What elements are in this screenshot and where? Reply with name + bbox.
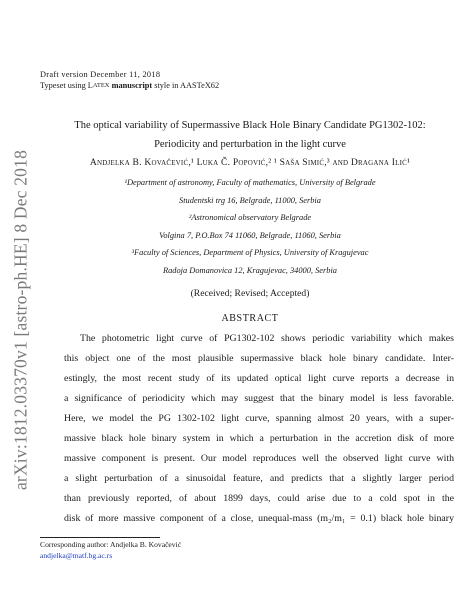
author-list: Andjelka B. Kovačević,¹ Luka Č. Popović,² ¹ Saša Simić,³ and Dragana Ilić¹ [89,157,411,168]
abstract-line: this object one of the most plausible supermassive black hole binary candidate. Inter- [64,353,454,364]
affiliation-line: Radoja Domanovica 12, Kragujevac, 34000, Serbia [163,266,337,275]
abstract-line: a slight perturbation of a sinusoidal feature, and predicts that a slightly larger period [64,473,454,484]
affiliation-line: Studentski trg 16, Belgrade, 11000, Serbia [179,196,321,205]
affiliation-line: Volgina 7, P.O.Box 74 11060, Belgrade, 11060, Serbia [159,231,341,240]
paper-title-line-1: The optical variability of Supermassive Black Hole Binary Candidate PG1302-102: [74,120,426,131]
abstract-line: disk of more massive component of a close, unequal-mass (m₂/m₁ = 0.1) black hole binary [64,513,454,524]
abstract-line: The photometric light curve of PG1302-102 shows periodic variability which makes [80,333,454,344]
typeset-latex: ATEX [92,82,110,89]
footnote-rule [40,537,160,538]
typeset-line [40,81,219,90]
arxiv-sidebar-stamp [10,120,32,520]
affiliation-line: ³Faculty of Sciences, Department of Physics, University of Kragujevac [131,248,369,257]
abstract-line: estingly, the most recent study of its updated optical light curve reports a decrease in [64,373,454,384]
corresponding-author: Corresponding author: Andjelka B. Kovačević [40,540,182,549]
abstract-line: Here, we model the PG 1302-102 light curve, spanning almost 20 years, with a super- [64,413,454,424]
affiliation-line: ¹Department of astronomy, Faculty of mathematics, University of Belgrade [124,178,376,187]
affiliation-line: ²Astronomical observatory Belgrade [188,213,312,222]
author-email-link[interactable]: andjelka@matf.bg.ac.rs [40,551,113,560]
typeset-suffix: style in AASTeX62 [154,81,220,90]
abstract-heading: ABSTRACT [221,313,279,324]
abstract-line: a significance of periodicity which may suggest that the binary model is less favorable. [64,393,454,404]
received-line: (Received; Revised; Accepted) [190,288,310,299]
abstract-line: than previously reported, of about 1899 days, could arise due to a cold spot in the [64,493,454,504]
abstract-line: massive black hole binary system in which a perturbation in the accretion disk of more [64,433,454,444]
paper-title-line-2: Periodicity and perturbation in the light curve [154,139,346,150]
arxiv-identifier: arXiv:1812.03370v1 [astro-ph.HE] 8 Dec 2018 [10,149,31,491]
typeset-prefix: Typeset using L [40,81,93,90]
abstract-line: massive component is present. Our model reproduces well the observed light curve with [64,453,454,464]
typeset-style: manuscript [111,81,153,90]
draft-version-line: Draft version December 11, 2018 [40,70,161,79]
